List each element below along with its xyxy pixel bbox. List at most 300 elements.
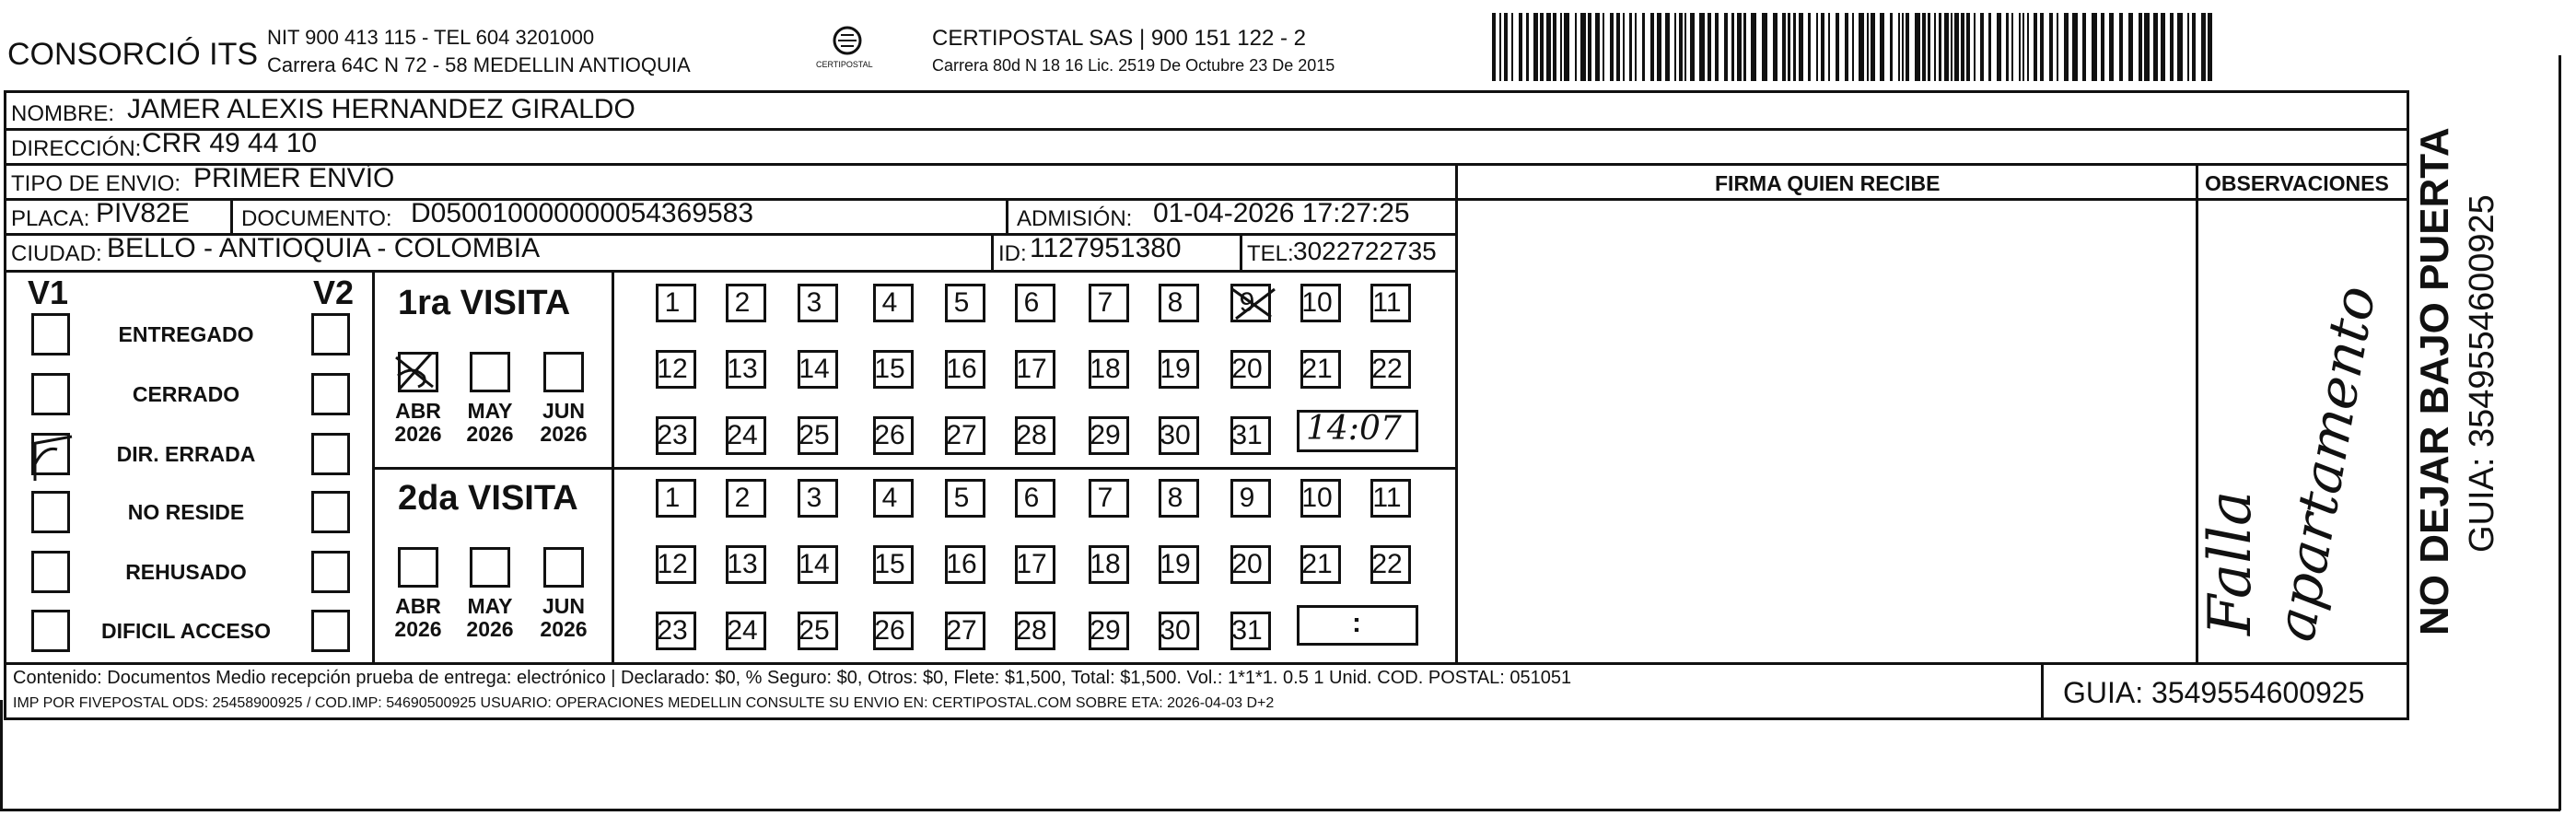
barcode-bar (1743, 13, 1746, 81)
barcode-bar (1642, 13, 1645, 81)
second-visit-day-box[interactable] (1089, 479, 1129, 518)
barcode-bar (1540, 13, 1544, 81)
check-mark-icon (26, 433, 81, 488)
day-number: 8 (1167, 287, 1183, 318)
first-visit-day-box[interactable] (1370, 350, 1411, 389)
v2-label: V2 (313, 274, 355, 311)
day-number: 24 (727, 615, 758, 646)
barcode-bar (1915, 13, 1920, 81)
day-number: 27 (946, 615, 977, 646)
day-number: 6 (1023, 483, 1040, 513)
first-visit-day-box[interactable] (656, 284, 696, 322)
second-visit-day-box[interactable] (656, 612, 696, 650)
second-visit-day-box[interactable] (945, 479, 985, 518)
day-number: 14 (798, 549, 830, 579)
day-number: 2 (734, 287, 751, 318)
divider (612, 270, 614, 662)
barcode-bar (1934, 13, 1936, 81)
day-number: 12 (657, 354, 688, 384)
barcode-bar (1961, 13, 1964, 81)
barcode-bar (2072, 13, 2078, 81)
first-visit-day-box[interactable] (1089, 350, 1129, 389)
day-number: 17 (1016, 549, 1047, 579)
barcode-bar (1560, 13, 1562, 81)
barcode-bar (1657, 13, 1661, 81)
barcode-bar (1595, 13, 1600, 81)
barcode-bar (1997, 13, 2001, 81)
barcode-bar (2192, 13, 2196, 81)
day-number: 24 (727, 420, 758, 450)
footer-imp: IMP POR FIVEPOSTAL ODS: 25458900925 / COD.IMP: 54690500925 USUARIO: OPERACIONES MEDELLIN CONSULTE SU ENVIO EN: CERTIPOSTAL.COM SOBRE ETA: 2026-04-03 D+2 (13, 695, 1275, 711)
certipostal-logo-icon (810, 22, 884, 77)
divider (4, 662, 2409, 665)
day-number: 22 (1371, 354, 1403, 384)
second-visit-day-box[interactable] (656, 479, 696, 518)
first-visit-day-box[interactable] (873, 284, 914, 322)
day-number: 15 (874, 549, 905, 579)
second-visit-day-box[interactable] (1089, 545, 1129, 584)
second-visit-day-box[interactable] (873, 545, 914, 584)
company-name: CONSORCIÓ ITS (7, 37, 259, 72)
day-number: 11 (1372, 287, 1402, 318)
barcode-bar (1708, 13, 1711, 81)
divider (991, 233, 994, 270)
second-visit-day-box[interactable] (1300, 545, 1341, 584)
day-number: 13 (727, 354, 758, 384)
day-number: 17 (1016, 354, 1047, 384)
divider (4, 128, 2409, 131)
direccion-label: DIRECCIÓN: (11, 136, 142, 161)
barcode-bar (1966, 13, 1970, 81)
barcode-bar (2139, 13, 2142, 81)
barcode-bar (2201, 13, 2206, 81)
first-visit-day-box[interactable] (1230, 350, 1271, 389)
second-visit-day-box[interactable] (1015, 612, 1055, 650)
status-label: ENTREGADO (118, 322, 254, 346)
day-number: 16 (946, 549, 977, 579)
barcode-bar (1773, 13, 1778, 81)
divider (372, 467, 1457, 470)
barcode-bar (2049, 13, 2053, 81)
barcode-bar (2170, 13, 2174, 81)
barcode-bar (1988, 13, 1991, 81)
day-number: 7 (1097, 287, 1113, 318)
barcode-bar (1951, 13, 1952, 81)
barcode-bar (1751, 13, 1756, 81)
first-visit-time: 14:07 (1306, 410, 1402, 448)
barcode-bar (2040, 13, 2044, 81)
documento-value: D050010000000054369583 (411, 198, 754, 228)
status-label: DIR. ERRADA (116, 442, 256, 466)
barcode-bar (2187, 13, 2189, 81)
courier-name: CERTIPOSTAL SAS | 900 151 122 - 2 (932, 26, 1306, 51)
barcode-bar (2177, 13, 2183, 81)
barcode-bar (1782, 13, 1786, 81)
barcode-bar (1898, 13, 1900, 81)
first-visit-day-box[interactable] (1159, 416, 1199, 455)
barcode-bar (2161, 13, 2165, 81)
barcode-bar (1715, 13, 1719, 81)
tipo-envio-label: TIPO DE ENVIO: (11, 171, 181, 196)
barcode-bar (1906, 13, 1909, 81)
second-visit-day-box[interactable] (1015, 479, 1055, 518)
second-visit-month-label: MAY 2026 (466, 594, 514, 642)
barcode-bar (1902, 13, 1904, 81)
ciudad-label: CIUDAD: (11, 241, 102, 266)
day-number: 20 (1231, 354, 1263, 384)
barcode-bar (2057, 13, 2058, 81)
tel-label: TEL: (1247, 241, 1294, 266)
first-visit-month-label: JUN 2026 (540, 399, 588, 447)
barcode-bar (1845, 13, 1848, 81)
direccion-value: CRR 49 44 10 (142, 128, 318, 158)
divider (2041, 662, 2044, 720)
first-visit-day-box[interactable] (1089, 416, 1129, 455)
first-visit-day-box[interactable] (1230, 416, 1271, 455)
observaciones-label: OBSERVACIONES (2205, 171, 2389, 195)
status-label: NO RESIDE (127, 500, 245, 524)
second-visit-day-box[interactable] (1230, 545, 1271, 584)
day-number: 23 (657, 615, 688, 646)
day-number: 15 (874, 354, 905, 384)
day-number: 26 (874, 615, 905, 646)
first-visit-day-box[interactable] (1159, 350, 1199, 389)
first-visit-day-box[interactable] (798, 350, 838, 389)
day-number: 3 (806, 483, 822, 513)
day-number: 22 (1371, 549, 1403, 579)
placa-label: PLACA: (11, 206, 90, 231)
status-label: CERRADO (132, 382, 240, 406)
day-number: 4 (881, 287, 898, 318)
second-visit-month-label: JUN 2026 (540, 594, 588, 642)
barcode-bar (1690, 13, 1695, 81)
barcode-bar (2101, 13, 2104, 81)
first-visit-day-box[interactable] (1159, 284, 1199, 322)
day-number: 5 (953, 483, 970, 513)
barcode-bar (1603, 13, 1604, 81)
barcode-bar (2109, 13, 2114, 81)
day-number: 30 (1160, 420, 1191, 450)
second-visit-day-box[interactable] (873, 479, 914, 518)
cross-mark-icon (1229, 282, 1280, 328)
barcode-bar (1533, 13, 1538, 81)
barcode-bar (2092, 13, 2097, 81)
divider (1240, 233, 1242, 270)
day-number: 31 (1231, 420, 1263, 450)
day-number: 7 (1097, 483, 1113, 513)
second-visit-day-box[interactable] (945, 545, 985, 584)
barcode-bar (2208, 13, 2212, 81)
company-nit: NIT 900 413 115 - TEL 604 3201000 (267, 26, 595, 49)
observacion-line-1: Falla (2197, 490, 2265, 635)
day-number: 19 (1160, 549, 1191, 579)
barcode-bar (1799, 13, 1803, 81)
documento-label: DOCUMENTO: (241, 206, 392, 231)
day-number: 9 (1239, 483, 1255, 513)
company-address: Carrera 64C N 72 - 58 MEDELLIN ANTIOQUIA (267, 53, 691, 76)
barcode-bar (1580, 13, 1586, 81)
first-visit-month-label: MAY 2026 (466, 399, 514, 447)
day-number: 19 (1160, 354, 1191, 384)
tipo-envio-value: PRIMER ENVÍO (193, 163, 395, 193)
barcode-bar (1867, 13, 1869, 81)
barcode-bar (1762, 13, 1767, 81)
courier-address: Carrera 80d N 18 16 Lic. 2519 De Octubre 23 De 2015 (932, 56, 1335, 75)
barcode-bar (1859, 13, 1864, 81)
barcode-bar (1519, 13, 1522, 81)
barcode-bar (1944, 13, 1949, 81)
barcode-bar (2022, 13, 2024, 81)
first-visit-day-box[interactable] (726, 350, 766, 389)
placa-value: PIV82E (96, 198, 190, 228)
day-number: 28 (1016, 420, 1047, 450)
divider (1455, 163, 1458, 662)
barcode-bar (1511, 13, 1513, 81)
first-visit-day-box[interactable] (945, 350, 985, 389)
status-label: DIFICIL ACCESO (100, 619, 271, 643)
day-number: 31 (1231, 615, 1263, 646)
barcode-bar (1575, 13, 1577, 81)
side-guia: GUIA: 3549554600925 (2463, 194, 2501, 553)
barcode-bar (1684, 13, 1686, 81)
barcode-bar (1928, 13, 1930, 81)
status-label: REHUSADO (125, 560, 247, 584)
day-number: 10 (1301, 287, 1333, 318)
firma-label: FIRMA QUIEN RECIBE (1715, 171, 1941, 195)
barcode-bar (1737, 13, 1742, 81)
second-visit-day-box[interactable] (1159, 612, 1199, 650)
first-visit-day-box[interactable] (945, 416, 985, 455)
barcode-bar (2153, 13, 2158, 81)
second-visit-day-box[interactable] (798, 612, 838, 650)
barcode-bar (1731, 13, 1734, 81)
barcode-bar (1890, 13, 1893, 81)
day-number: 4 (881, 483, 898, 513)
second-visit-label: 2da VISITA (398, 479, 578, 518)
barcode-bar (2027, 13, 2029, 81)
ciudad-value: BELLO - ANTIOQUIA - COLOMBIA (107, 233, 541, 263)
day-number: 30 (1160, 615, 1191, 646)
observacion-line-2: apartamento (2263, 281, 2389, 647)
day-number: 25 (798, 420, 830, 450)
barcode-bar (2006, 13, 2009, 81)
second-visit-day-box[interactable] (1300, 479, 1341, 518)
barcode-bar (1871, 13, 1875, 81)
second-visit-day-box[interactable] (1370, 479, 1411, 518)
second-visit-day-box[interactable] (1159, 479, 1199, 518)
day-number: 1 (664, 287, 681, 318)
day-number: 18 (1090, 549, 1121, 579)
barcode-bar (1546, 13, 1551, 81)
barcode-bar (1954, 13, 1959, 81)
day-number: 28 (1016, 615, 1047, 646)
first-visit-day-box[interactable] (656, 416, 696, 455)
first-visit-day-box[interactable] (726, 416, 766, 455)
no-dejar-bajo-puerta: NO DEJAR BAJO PUERTA (2412, 127, 2457, 635)
day-number: 3 (806, 287, 822, 318)
day-number: 5 (953, 287, 970, 318)
barcode-bar (1526, 13, 1529, 81)
second-visit-day-box[interactable] (873, 612, 914, 650)
barcode-bar (2034, 13, 2037, 81)
barcode-bar (1616, 13, 1620, 81)
first-visit-day-box[interactable] (726, 284, 766, 322)
second-visit-day-box[interactable] (726, 612, 766, 650)
second-visit-day-box[interactable] (726, 479, 766, 518)
second-visit-month-checkbox[interactable] (543, 547, 584, 588)
first-visit-month-checkbox[interactable] (470, 352, 510, 392)
first-visit-day-box[interactable] (945, 284, 985, 322)
footer-contenido: Contenido: Documentos Medio recepción prueba de entrega: electrónico | Declarado: $0, % Seguro: $0, Otros: $0, Flete: $1,500, Total: $1,500. Vol.: 1*1*1. 0.5 1 Unid. COD. POSTAL: 051051 (13, 668, 1572, 688)
second-visit-month-checkbox[interactable] (398, 547, 438, 588)
barcode-bar (1588, 13, 1591, 81)
second-visit-day-box[interactable] (1015, 545, 1055, 584)
first-visit-day-box[interactable] (873, 350, 914, 389)
barcode-bar (1629, 13, 1632, 81)
first-visit-day-box[interactable] (1015, 350, 1055, 389)
page-edge (0, 809, 2560, 811)
footer-guia: GUIA: 3549554600925 (2063, 676, 2365, 709)
barcode-bar (1724, 13, 1728, 81)
day-number: 26 (874, 420, 905, 450)
page-edge (2559, 55, 2561, 810)
barcode-bar (1808, 13, 1811, 81)
day-number: 21 (1301, 354, 1333, 384)
barcode-bar (1650, 13, 1654, 81)
day-number: 13 (727, 549, 758, 579)
first-visit-day-box[interactable] (1015, 416, 1055, 455)
barcode-bar (2082, 13, 2086, 81)
day-number: 29 (1090, 420, 1121, 450)
first-visit-month-checkbox[interactable] (543, 352, 584, 392)
barcode-bar (1852, 13, 1854, 81)
barcode-bar (1499, 13, 1501, 81)
divider (372, 270, 375, 662)
barcode-bar (1836, 13, 1839, 81)
day-number: 21 (1301, 549, 1333, 579)
second-visit-day-box[interactable] (1230, 479, 1271, 518)
barcode-bar (1828, 13, 1830, 81)
first-visit-label: 1ra VISITA (398, 284, 571, 322)
page-edge (0, 700, 3, 810)
barcode-bar (1492, 13, 1496, 81)
second-visit-day-box[interactable] (656, 545, 696, 584)
barcode-bar (1553, 13, 1556, 81)
id-label: ID: (998, 241, 1027, 266)
first-visit-day-box[interactable] (1089, 284, 1129, 322)
day-number: 23 (657, 420, 688, 450)
barcode-bar (1699, 13, 1705, 81)
first-visit-month-label: ABR 2026 (394, 399, 442, 447)
barcode-bar (1623, 13, 1625, 81)
day-number: 25 (798, 615, 830, 646)
day-number: 12 (657, 549, 688, 579)
admision-value: 01-04-2026 17:27:25 (1153, 198, 1410, 228)
second-visit-day-box[interactable] (1159, 545, 1199, 584)
barcode-bar (2128, 13, 2133, 81)
day-number: 20 (1231, 549, 1263, 579)
barcode-bar (1635, 13, 1637, 81)
v1-label: V1 (28, 274, 69, 311)
barcode-bar (1674, 13, 1676, 81)
admision-label: ADMISIÓN: (1017, 206, 1133, 231)
divider (1455, 198, 2409, 201)
barcode-bar (2064, 13, 2069, 81)
id-value: 1127951380 (1030, 233, 1182, 263)
second-visit-day-box[interactable] (945, 612, 985, 650)
barcode-bar (1980, 13, 1984, 81)
first-visit-day-box[interactable] (1300, 350, 1341, 389)
nombre-value: JAMER ALEXIS HERNANDEZ GIRALDO (127, 94, 635, 124)
second-visit-day-box[interactable] (726, 545, 766, 584)
day-number: 6 (1023, 287, 1040, 318)
second-visit-day-box[interactable] (1230, 612, 1271, 650)
day-number: 18 (1090, 354, 1121, 384)
day-number: 27 (946, 420, 977, 450)
first-visit-day-box[interactable] (798, 284, 838, 322)
barcode-bar (1679, 13, 1683, 81)
barcode-bar (1665, 13, 1670, 81)
barcode-bar (1939, 13, 1941, 81)
barcode-bar (1564, 13, 1569, 81)
barcode-bar (2119, 13, 2123, 81)
cross-mark-icon (390, 348, 446, 403)
barcode-bar (1974, 13, 1976, 81)
day-number: 2 (734, 483, 751, 513)
first-visit-day-box[interactable] (656, 350, 696, 389)
second-visit-day-box[interactable] (1370, 545, 1411, 584)
barcode-bar (1880, 13, 1884, 81)
first-visit-day-box[interactable] (873, 416, 914, 455)
barcode-bar (1922, 13, 1926, 81)
tel-value: 3022722735 (1293, 237, 1437, 265)
first-visit-day-box[interactable] (1015, 284, 1055, 322)
day-number: 1 (664, 483, 681, 513)
day-number: 29 (1090, 615, 1121, 646)
divider (1006, 198, 1008, 233)
barcode-bar (1610, 13, 1614, 81)
barcode-bar (1788, 13, 1790, 81)
barcode-bar (2019, 13, 2021, 81)
divider (230, 198, 233, 233)
barcode-bar (2144, 13, 2150, 81)
second-visit-month-checkbox[interactable] (470, 547, 510, 588)
divider (4, 270, 1457, 273)
barcode-bar (1821, 13, 1824, 81)
first-visit-day-box[interactable] (1300, 284, 1341, 322)
barcode-bar (1816, 13, 1818, 81)
day-number: 9 (1239, 287, 1255, 318)
logo-text: CERTIPOSTAL (816, 60, 873, 69)
nombre-label: NOMBRE: (11, 101, 115, 126)
second-visit-day-box[interactable] (1089, 612, 1129, 650)
second-visit-month-label: ABR 2026 (394, 594, 442, 642)
day-number: 14 (798, 354, 830, 384)
day-number: 11 (1372, 483, 1402, 513)
second-visit-day-box[interactable] (798, 479, 838, 518)
second-visit-time: : (1352, 608, 1361, 638)
barcode-bar (1793, 13, 1796, 81)
first-visit-day-box[interactable] (1370, 284, 1411, 322)
day-number: 8 (1167, 483, 1183, 513)
barcode-bar (2011, 13, 2013, 81)
barcode (1492, 13, 2220, 81)
day-number: 16 (946, 354, 977, 384)
first-visit-day-box[interactable] (798, 416, 838, 455)
day-number: 10 (1301, 483, 1333, 513)
barcode-bar (1504, 13, 1508, 81)
second-visit-day-box[interactable] (798, 545, 838, 584)
